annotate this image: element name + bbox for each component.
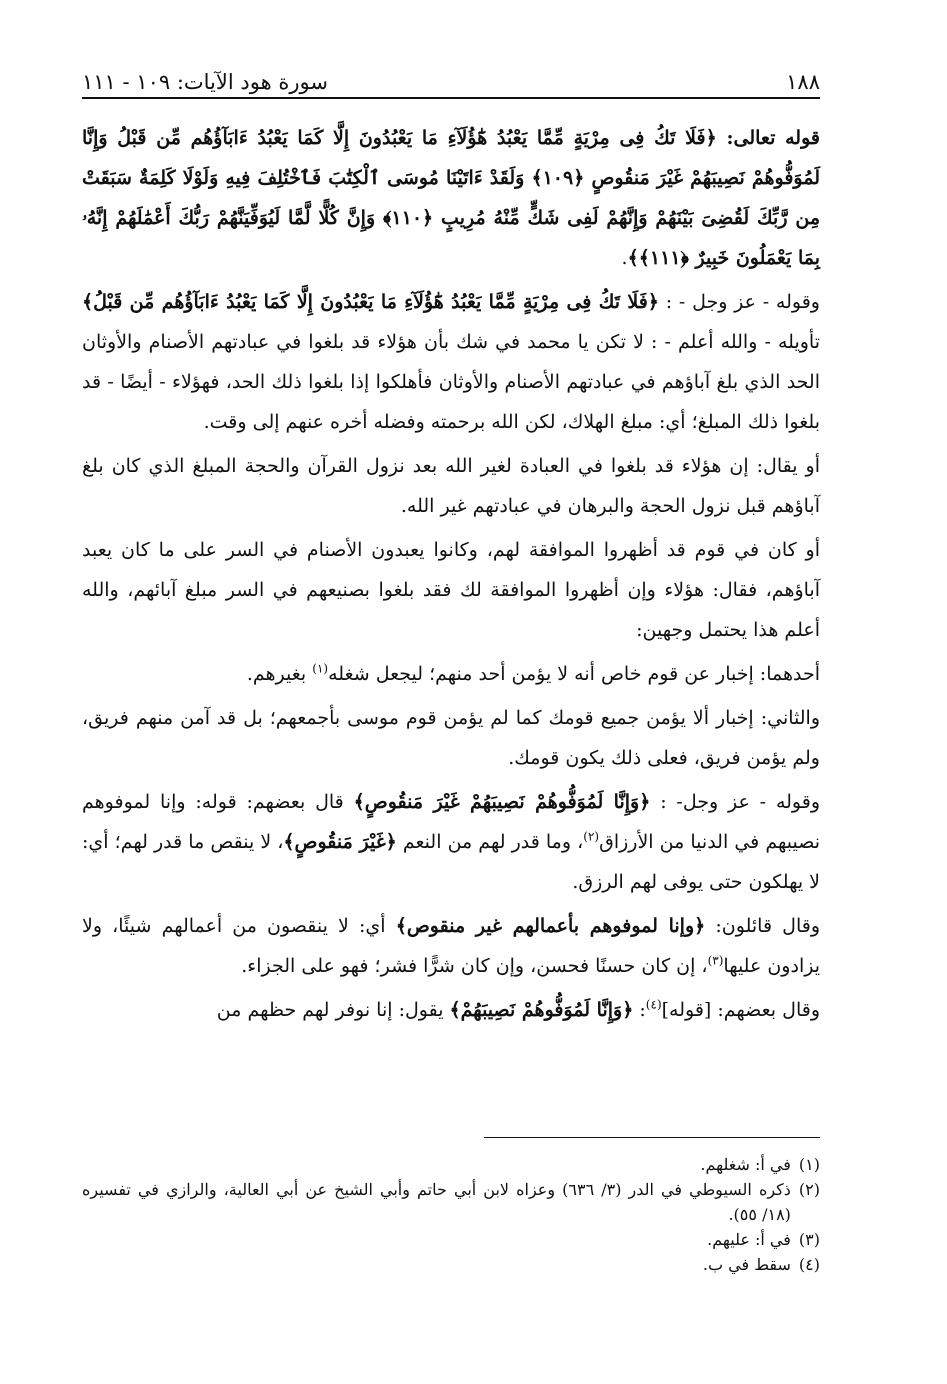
text-span: أحدهما: إخبار عن قوم خاص أنه لا يؤمن أحد منهم؛ ليجعل شغله bbox=[328, 663, 820, 685]
text-span: وقال بعضهم: [قوله] bbox=[661, 999, 820, 1021]
footnote-number: (٤) bbox=[798, 1255, 820, 1274]
text-span: يقول: إنا نوفر لهم حظهم من bbox=[216, 999, 450, 1021]
text-span: أي: لا ينقصون من أعمالهم شيئًا، ولا يزادون عليها bbox=[82, 915, 820, 977]
page-number: ١٨٨ bbox=[786, 70, 820, 94]
commentary-paragraph bbox=[82, 654, 820, 694]
quran-quote: ﴿وإنا لموفوهم بأعمالهم غير منقوص﴾ bbox=[395, 915, 706, 937]
commentary-paragraph bbox=[82, 282, 820, 442]
footnote-item bbox=[82, 1152, 820, 1177]
footnote-ref[interactable]: (١) bbox=[312, 661, 329, 676]
text-span: قال بعضهم: قوله: وإنا لموفوهم نصيبهم في الدنيا من الأرزاق bbox=[82, 791, 820, 853]
verse-paragraph bbox=[82, 118, 820, 278]
footnote-number: (١) bbox=[798, 1155, 820, 1174]
footnotes bbox=[82, 1152, 820, 1277]
header-rule bbox=[82, 97, 820, 99]
text-span: تأويله - والله أعلم - : لا تكن يا محمد في شك بأن هؤلاء قد بلغوا في عبادتهم الأصنام والأوثان الحد الذي بلغ آباؤهم في عبادتهم الأصنام والأوثان فأهلكوا إذا بلغوا ذلك الحد، فهؤلاء - أيضًا - قد بلغوا ذلك المبلغ؛ أي: مبلغ الهلاك، لكن الله برحمته وفضله أخره عنهم إلى وقت. bbox=[82, 331, 820, 433]
verse-lead: قوله تعالى: bbox=[716, 127, 820, 149]
footnote-text: في أ: عليهم. bbox=[707, 1230, 791, 1249]
footnote-item bbox=[82, 1252, 820, 1277]
commentary-paragraph: والثاني: إخبار ألا يؤمن جميع قومك كما لم يؤمن قوم موسى بأجمعهم؛ بل قد آمن منهم فريق، ولم يؤمن فريق، فعلى ذلك يكون قومك. bbox=[82, 707, 820, 769]
commentary-paragraph: أو يقال: إن هؤلاء قد بلغوا في العبادة لغير الله بعد نزول القرآن والحجة المبلغ الذي كان بلغ آباؤهم قبل نزول الحجة والبرهان في عبادتهم غير الله. bbox=[82, 455, 820, 517]
footnote-item bbox=[82, 1177, 820, 1227]
footnote-ref[interactable]: (٣) bbox=[707, 953, 724, 968]
footnote-ref[interactable]: (٢) bbox=[583, 829, 600, 844]
footnote-text: في أ: شغلهم. bbox=[700, 1155, 791, 1174]
footnote-text: ذكره السيوطي في الدر (٣/ ٦٣٦) وعزاه لابن أبي حاتم وأبي الشيخ عن أبي العالية، والرازي في تفسيره (١٨/ ٥٥). bbox=[82, 1180, 791, 1224]
text-span: وقوله - عز وجل - : bbox=[658, 291, 820, 313]
footnote-rule bbox=[484, 1137, 820, 1138]
commentary-paragraph bbox=[82, 906, 820, 986]
quran-quote: ﴿غَيْرَ مَنقُوصٍ﴾ bbox=[283, 831, 397, 853]
surah-title: سورة هود الآيات: ١٠٩ - ١١١ bbox=[82, 70, 328, 94]
quran-quote: ﴿فَلَا تَكُ فِى مِرْيَةٍ مِّمَّا يَعْبُدُ هَٰٓؤُلَآءِ مَا يَعْبُدُونَ إِلَّا كَمَا يَعْبُدُ ءَابَآؤُهُم مِّن قَبْلُ﴾ bbox=[82, 291, 659, 313]
footnote-item bbox=[82, 1227, 820, 1252]
commentary-paragraph bbox=[82, 990, 820, 1030]
quran-quote: ﴿وَإِنَّا لَمُوَفُّوهُمْ نَصِيبَهُمْ غَيْرَ مَنقُوصٍ﴾ bbox=[353, 791, 651, 813]
page-header bbox=[82, 58, 820, 94]
commentary-paragraph bbox=[82, 782, 820, 902]
text-span: وقال قائلون: bbox=[705, 915, 820, 937]
text-span: ، إن كان حسنًا فحسن، وإن كان شرًّا فشر؛ فهو على الجزاء. bbox=[241, 955, 708, 977]
commentary-paragraph: أو كان في قوم قد أظهروا الموافقة لهم، وكانوا يعبدون الأصنام في السر على ما كان يعبد آباؤهم، فقال: هؤلاء وإن أظهروا الموافقة لك فقد بلغوا بصنيعهم في السر مبلغ آبائهم، والله أعلم هذا يحتمل وجهين: bbox=[82, 539, 820, 641]
footnote-number: (٣) bbox=[798, 1230, 820, 1249]
footnote-number: (٢) bbox=[798, 1180, 820, 1199]
text-span: ، وما قدر لهم من النعم bbox=[396, 831, 584, 853]
footnote-ref[interactable]: (٤) bbox=[645, 997, 662, 1012]
text-span: ، لا ينقص ما قدر لهم؛ أي: لا يهلكون حتى يوفى لهم الرزق. bbox=[82, 831, 820, 893]
quran-verse: ﴿فَلَا تَكُ فِى مِرْيَةٍ مِّمَّا يَعْبُدُ هَٰٓؤُلَآءِ مَا يَعْبُدُونَ إِلَّا كَمَا يَعْبُدُ ءَابَآؤُهُم مِّن قَبْلُ وَإِنَّا لَمُوَفُّوهُمْ نَصِيبَهُمْ غَيْرَ مَنقُوصٍ ﴿١٠٩﴾ وَلَقَدْ ءَاتَيْنَا مُوسَى ٱلْكِتَٰبَ فَٱخْتُلِفَ فِيهِ وَلَوْلَا كَلِمَةٌ سَبَقَتْ مِن رَّبِّكَ لَقُضِىَ بَيْنَهُمْ وَإِنَّهُمْ لَفِى شَكٍّ مِّنْهُ مُرِيبٍ ﴿١١٠﴾ وَإِنَّ كُلًّا لَّمَّا لَيُوَفِّيَنَّهُمْ رَبُّكَ أَعْمَٰلَهُمْ إِنَّهُۥ بِمَا يَعْمَلُونَ خَبِيرٌ ﴿١١١﴾﴾ bbox=[82, 127, 821, 269]
text-span: بغيرهم. bbox=[246, 663, 313, 685]
quran-quote: ﴿وَإِنَّا لَمُوَفُّوهُمْ نَصِيبَهُمْ﴾ bbox=[449, 999, 634, 1021]
verse-end: . bbox=[621, 247, 628, 269]
main-text bbox=[82, 118, 820, 1034]
footnote-text: سقط في ب. bbox=[702, 1255, 791, 1274]
text-span: وقوله - عز وجل- : bbox=[650, 791, 820, 813]
text-span: : bbox=[633, 999, 646, 1021]
